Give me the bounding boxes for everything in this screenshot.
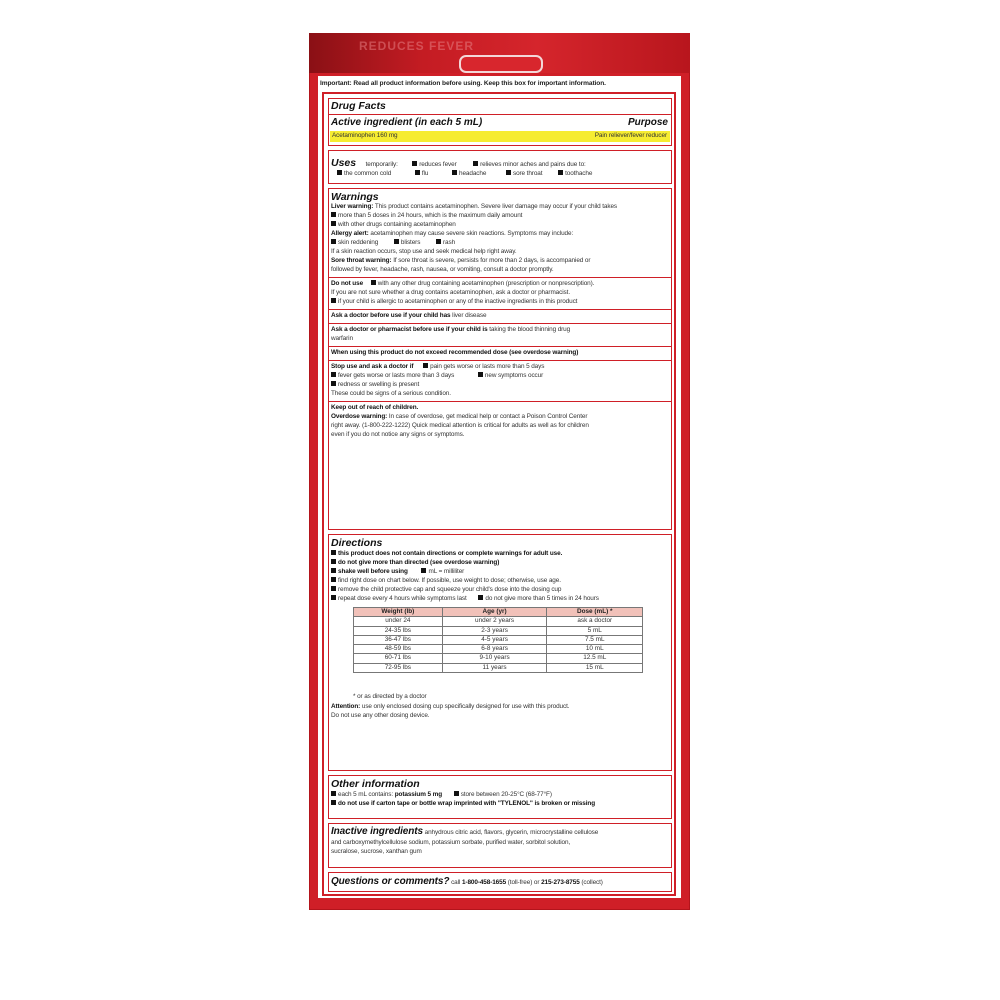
allergy-item: rash xyxy=(443,239,456,246)
ask-pharmacist-text-2: warfarin xyxy=(331,335,353,342)
important-notice: Important: Read all product information before using. Keep this box for important information. xyxy=(320,80,606,87)
keep-out-text: Keep out of reach of children. xyxy=(331,404,419,411)
bullet-icon xyxy=(371,280,376,285)
inactive-heading: Inactive ingredients xyxy=(331,826,423,837)
purpose-text: Pain reliever/fever reducer xyxy=(594,132,667,139)
inactive-text-3: sucralose, sucrose, xanthan gum xyxy=(331,848,422,855)
allergy-alert-label: Allergy alert: xyxy=(331,230,369,237)
stop-use-after: These could be signs of a serious condition. xyxy=(331,390,451,397)
table-cell: under 2 years xyxy=(442,617,547,626)
directions-section xyxy=(328,534,672,771)
bullet-icon xyxy=(331,800,336,805)
warnings-heading: Warnings xyxy=(331,191,379,203)
directions-bullet: remove the child protective cap and squeeze your child's dose into the dosing cup xyxy=(338,586,562,593)
uses-intro: temporarily: xyxy=(365,161,398,168)
directions-heading: Directions xyxy=(331,537,383,549)
stop-use-label: Stop use and ask a doctor if xyxy=(331,363,414,370)
drug-facts-title: Drug Facts xyxy=(331,100,386,112)
bullet-icon xyxy=(331,212,336,217)
cause-item: sore throat xyxy=(512,170,543,177)
attention-label: Attention: xyxy=(331,703,361,710)
divider xyxy=(329,401,671,402)
table-cell: 6-8 years xyxy=(442,645,547,654)
bullet-icon xyxy=(331,595,336,600)
liver-warning-text: This product contains acetaminophen. Severe liver damage may occur if your child takes xyxy=(374,203,618,210)
active-ingredient-row xyxy=(330,131,670,142)
table-header: Weight (lb) xyxy=(354,608,443,617)
inactive-text: anhydrous citric acid, flavors, glycerin, microcrystalline cellulose xyxy=(424,829,599,836)
table-header: Dose (mL) * xyxy=(547,608,643,617)
table-cell: 11 years xyxy=(442,663,547,672)
bullet-icon xyxy=(331,239,336,244)
allergy-item: blisters xyxy=(400,239,421,246)
table-header: Age (yr) xyxy=(442,608,547,617)
allergy-alert-text: acetaminophen may cause severe skin reactions. Symptoms may include: xyxy=(370,230,574,237)
warnings-section xyxy=(328,188,672,530)
uses-section xyxy=(328,150,672,184)
when-using-text: When using this product do not exceed recommended dose (see overdose warning) xyxy=(331,349,579,356)
attention-text: use only enclosed dosing cup specifically designed for use with this product. xyxy=(361,703,570,710)
drug-facts-box xyxy=(322,92,676,896)
table-footnote: * or as directed by a doctor xyxy=(353,693,427,700)
bullet-icon xyxy=(331,577,336,582)
directions-bullet: repeat dose every 4 hours while symptoms last xyxy=(338,595,467,602)
divider xyxy=(329,323,671,324)
active-ingredient-heading: Active ingredient (in each 5 mL) xyxy=(331,117,483,128)
table-cell: 12.5 mL xyxy=(547,654,643,663)
questions-text: (toll-free) or xyxy=(507,879,540,886)
other-info-item-bold: potassium 5 mg xyxy=(394,791,443,798)
drug-facts-header xyxy=(328,98,672,146)
stop-use-item: new symptoms occur xyxy=(484,372,544,379)
bullet-icon xyxy=(454,791,459,796)
bullet-icon xyxy=(558,170,563,175)
table-row xyxy=(354,626,643,635)
allergy-after: If a skin reaction occurs, stop use and seek medical help right away. xyxy=(331,248,517,255)
questions-text: call xyxy=(451,879,461,886)
table-cell: 7.5 mL xyxy=(547,635,643,644)
questions-section xyxy=(328,872,672,892)
bullet-icon xyxy=(436,239,441,244)
bullet-icon xyxy=(478,372,483,377)
liver-bullet: with other drugs containing acetaminophen xyxy=(338,221,456,228)
use-item: relieves minor aches and pains due to: xyxy=(480,161,586,168)
directions-bullet: mL = milliliter xyxy=(428,568,465,575)
bullet-icon xyxy=(331,372,336,377)
directions-bullet: do not give more than 5 times in 24 hours xyxy=(485,595,599,602)
bullet-icon xyxy=(331,298,336,303)
divider xyxy=(329,114,671,115)
inactive-ingredients-section xyxy=(328,823,672,868)
bullet-icon xyxy=(478,595,483,600)
ask-pharmacist-text: taking the blood thinning drug xyxy=(489,326,571,333)
bullet-icon xyxy=(331,221,336,226)
bullet-icon xyxy=(331,791,336,796)
overdose-warning-text: In case of overdose, get medical help or contact a Poison Control Center xyxy=(388,413,588,420)
table-cell: 5 mL xyxy=(547,626,643,635)
sore-throat-text-2: followed by fever, headache, rash, nausea, or vomiting, consult a doctor promptly. xyxy=(331,266,554,273)
other-info-section xyxy=(328,775,672,819)
other-info-item: each 5 mL contains: xyxy=(338,791,394,798)
table-cell: 72-95 lbs xyxy=(354,663,443,672)
table-cell: 4-5 years xyxy=(442,635,547,644)
directions-bullet: shake well before using xyxy=(338,568,408,575)
bullet-icon xyxy=(421,568,426,573)
divider xyxy=(329,346,671,347)
other-info-item: do not use if carton tape or bottle wrap imprinted with "TYLENOL" is broken or missing xyxy=(338,800,596,807)
purpose-heading: Purpose xyxy=(627,117,668,128)
dosing-table xyxy=(353,607,643,673)
cause-item: headache xyxy=(459,170,487,177)
bullet-icon xyxy=(473,161,478,166)
bullet-icon xyxy=(452,170,457,175)
do-not-use-text: If you are not sure whether a drug contains acetaminophen, ask a doctor or pharmacist. xyxy=(331,289,570,296)
cause-item: the common cold xyxy=(344,170,392,177)
sore-throat-text: If sore throat is severe, persists for more than 2 days, is accompanied or xyxy=(393,257,591,264)
directions-bullet: this product does not contain directions or complete warnings for adult use. xyxy=(338,550,563,557)
ask-doctor-text: liver disease xyxy=(452,312,487,319)
allergy-item: skin reddening xyxy=(338,239,379,246)
sore-throat-label: Sore throat warning: xyxy=(331,257,392,264)
liver-warning-label: Liver warning: xyxy=(331,203,374,210)
table-cell: under 24 xyxy=(354,617,443,626)
table-cell: 48-59 lbs xyxy=(354,645,443,654)
bullet-icon xyxy=(506,170,511,175)
bullet-icon xyxy=(337,170,342,175)
other-info-heading: Other information xyxy=(331,778,420,790)
bullet-icon xyxy=(331,559,336,564)
ask-pharmacist-label: Ask a doctor or pharmacist before use if your child is xyxy=(331,326,488,333)
cause-item: flu xyxy=(421,170,429,177)
table-row xyxy=(354,654,643,663)
bullet-icon xyxy=(331,586,336,591)
divider xyxy=(329,277,671,278)
stop-use-item: pain gets worse or lasts more than 5 days xyxy=(430,363,545,370)
brand-logo xyxy=(459,55,543,73)
active-ingredient: Acetaminophen 160 mg xyxy=(332,132,398,139)
drug-facts-panel xyxy=(318,76,681,898)
table-cell: 10 mL xyxy=(547,645,643,654)
top-emboss-text: REDUCES FEVER xyxy=(359,39,475,53)
uses-heading: Uses xyxy=(331,157,357,169)
table-row xyxy=(354,645,643,654)
table-cell: ask a doctor xyxy=(547,617,643,626)
liver-bullet: more than 5 doses in 24 hours, which is the maximum daily amount xyxy=(338,212,523,219)
table-cell: 15 mL xyxy=(547,663,643,672)
box-top-flap xyxy=(309,33,690,73)
attention-text-2: Do not use any other dosing device. xyxy=(331,712,430,719)
questions-text: (collect) xyxy=(581,879,603,886)
directions-bullet: do not give more than directed (see overdose warning) xyxy=(338,559,500,566)
bullet-icon xyxy=(331,381,336,386)
do-not-use-bullet: if your child is allergic to acetaminophen or any of the inactive ingredients in this product xyxy=(338,298,578,305)
overdose-warning-text-2: right away. (1-800-222-1222) Quick medical attention is critical for adults as well as for children xyxy=(331,422,589,429)
table-cell: 9-10 years xyxy=(442,654,547,663)
table-cell: 36-47 lbs xyxy=(354,635,443,644)
do-not-use-bullet: with any other drug containing acetaminophen (prescription or nonprescription). xyxy=(377,280,595,287)
bullet-icon xyxy=(412,161,417,166)
bullet-icon xyxy=(394,239,399,244)
bullet-icon xyxy=(331,550,336,555)
table-cell: 60-71 lbs xyxy=(354,654,443,663)
questions-heading: Questions or comments? xyxy=(331,876,450,887)
use-item: reduces fever xyxy=(419,161,457,168)
stop-use-item: redness or swelling is present xyxy=(338,381,420,388)
table-row xyxy=(354,635,643,644)
ask-doctor-label: Ask a doctor before use if your child has xyxy=(331,312,451,319)
divider xyxy=(329,360,671,361)
bullet-icon xyxy=(423,363,428,368)
inactive-text-2: and carboxymethylcellulose sodium, potassium sorbate, purified water, sorbitol solution, xyxy=(331,839,571,846)
phone-number-collect: 215-273-8755 xyxy=(541,879,580,886)
overdose-warning-label: Overdose warning: xyxy=(331,413,388,420)
phone-number-tollfree: 1-800-458-1655 xyxy=(461,879,507,886)
other-info-item: store between 20-25°C (68-77°F) xyxy=(460,791,552,798)
table-row xyxy=(354,617,643,626)
cause-item: toothache xyxy=(565,170,593,177)
stop-use-item: fever gets worse or lasts more than 3 days xyxy=(338,372,455,379)
directions-bullet: find right dose on chart below. If possible, use weight to dose; otherwise, use age. xyxy=(338,577,561,584)
divider xyxy=(329,309,671,310)
bullet-icon xyxy=(415,170,420,175)
table-cell: 24-35 lbs xyxy=(354,626,443,635)
overdose-warning-text-3: even if you do not notice any signs or symptoms. xyxy=(331,431,465,438)
table-cell: 2-3 years xyxy=(442,626,547,635)
bullet-icon xyxy=(331,568,336,573)
do-not-use-label: Do not use xyxy=(331,280,364,287)
table-row xyxy=(354,663,643,672)
